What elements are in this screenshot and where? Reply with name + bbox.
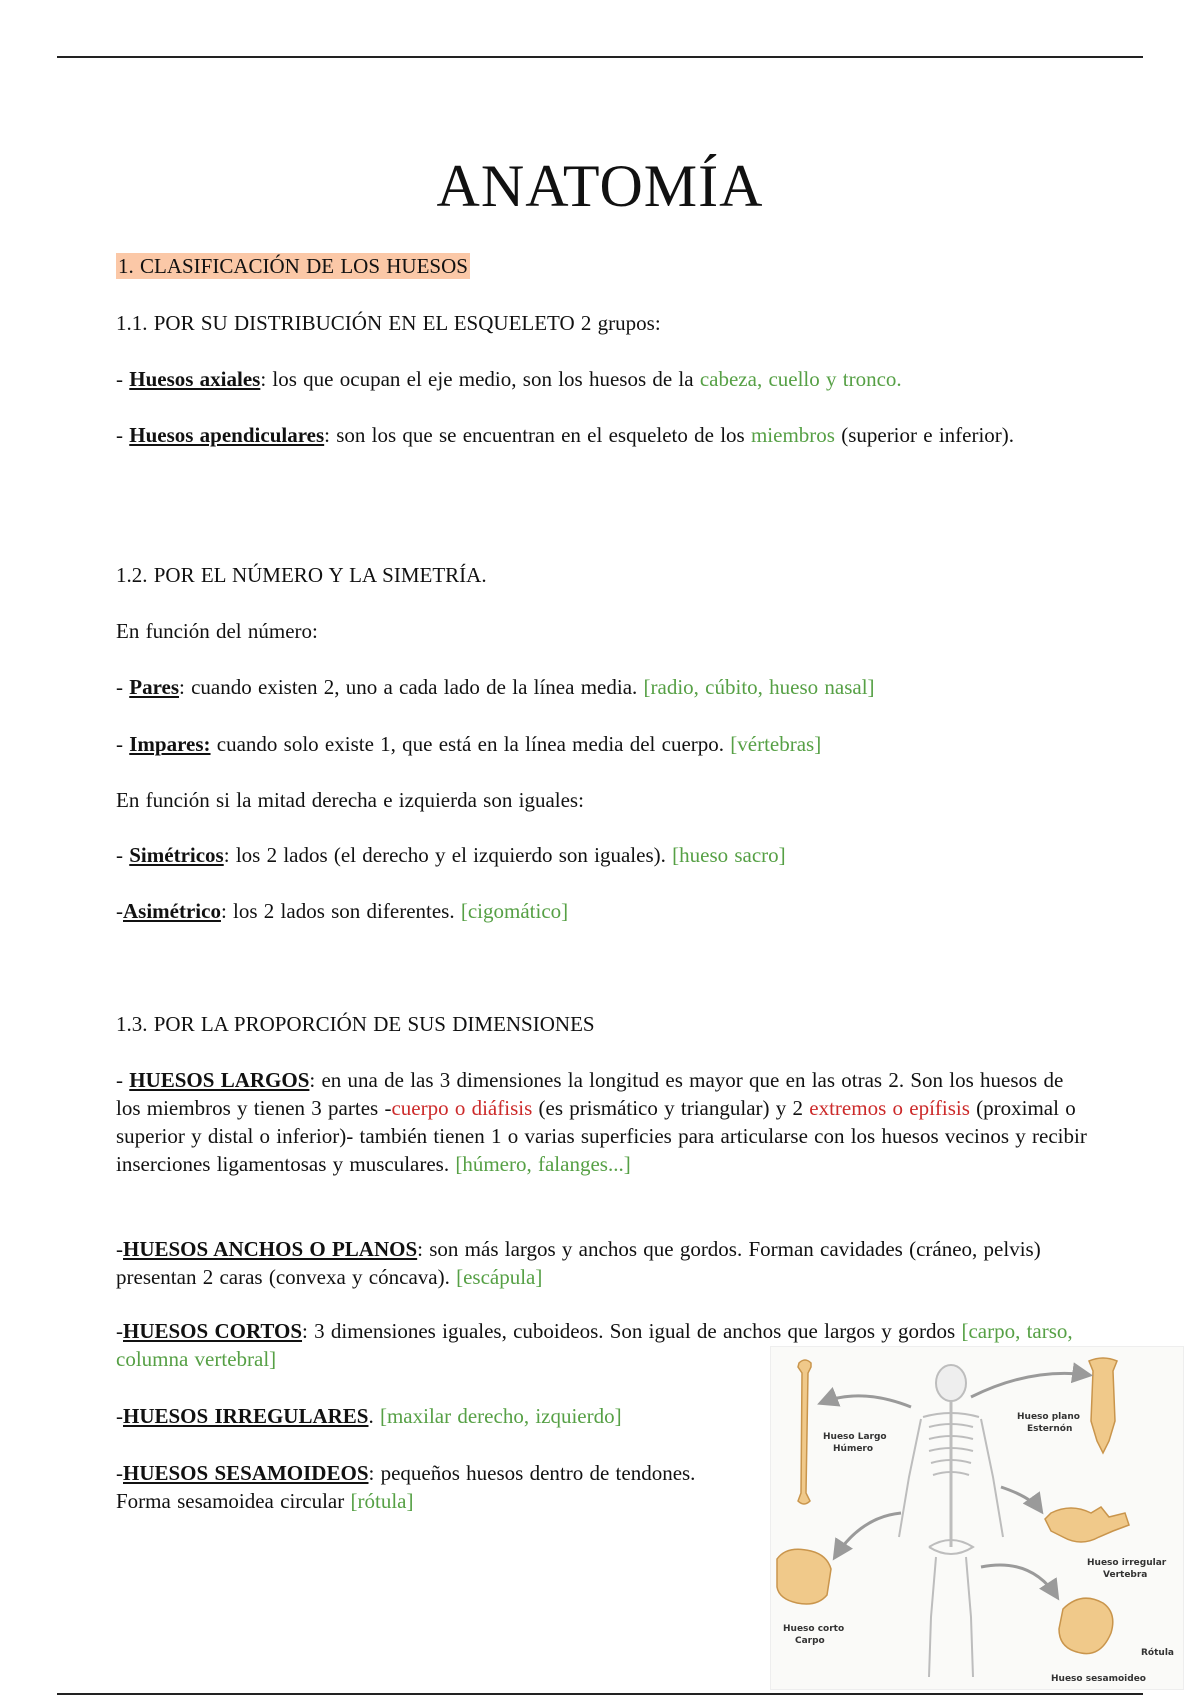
irregular-bones-term: HUESOS IRREGULARES (123, 1404, 369, 1428)
section-1-1-heading: 1.1. POR SU DISTRIBUCIÓN EN EL ESQUELETO 2 grupos: (116, 311, 661, 335)
section-1-2-heading: 1.2. POR EL NÚMERO Y LA SIMETRÍA. (116, 563, 487, 587)
axial-bones-text: : los que ocupan el eje medio, son los huesos de la (260, 367, 700, 391)
sesamoid-bones-term: HUESOS SESAMOIDEOS (123, 1461, 369, 1485)
label-patella: Rótula (1141, 1648, 1174, 1658)
long-bones-examples: [húmero, falanges...] (455, 1152, 631, 1176)
symmetric-bones-text: : los 2 lados (el derecho y el izquierdo son iguales). (223, 843, 673, 867)
dash: - (116, 1404, 123, 1428)
unpaired-bones-text: cuando solo existe 1, que está en la línea media del cuerpo. (210, 732, 731, 756)
appendicular-bones-term: Huesos apendiculares (129, 423, 325, 447)
flat-bones-examples: [escápula] (456, 1265, 543, 1289)
long-bones-epiphysis: extremos o epífisis (809, 1096, 970, 1120)
unpaired-bones-paragraph (116, 730, 1091, 758)
appendicular-bones-examples: miembros (750, 423, 835, 447)
long-bones-paragraph (116, 1066, 1091, 1178)
label-flat-bone: Hueso plano (1017, 1412, 1080, 1422)
sesamoid-bones-text: : pequeños huesos dentro de tendones. (368, 1461, 696, 1485)
long-bones-diaphysis: cuerpo o diáfisis (391, 1096, 533, 1120)
asymmetric-bones-examples: [cigomático] (460, 899, 569, 923)
symmetric-bones-paragraph (116, 841, 1091, 869)
humerus-bone (798, 1360, 811, 1504)
label-irregular-bone: Hueso irregular (1087, 1558, 1167, 1568)
short-bones-term: HUESOS CORTOS (123, 1319, 303, 1343)
appendicular-bones-text: : son los que se encuentran en el esqueleto de los (324, 423, 751, 447)
paired-bones-examples: [radio, cúbito, hueso nasal] (643, 675, 875, 699)
appendicular-bones-text-2: (superior e inferior). (834, 423, 1015, 447)
label-short-bone: Hueso corto (783, 1624, 845, 1634)
flat-bones-term: HUESOS ANCHOS O PLANOS (123, 1237, 418, 1261)
appendicular-bones-paragraph (116, 421, 1091, 449)
flat-bones-text: : son más largos y anchos que gordos. Forman cavidades (cráneo, pelvis) presentan 2 caras (convexa y cóncava). (116, 1237, 1041, 1289)
dash: - (116, 1461, 123, 1485)
dash: - (116, 367, 130, 391)
bone-types-illustration (771, 1347, 1183, 1689)
symmetric-bones-term: Simétricos (129, 843, 224, 867)
sesamoid-bones-text-2: Forma sesamoidea circular (116, 1489, 351, 1513)
label-sesamoid-bone: Hueso sesamoideo (1051, 1674, 1146, 1684)
irregular-bones-text: . (368, 1404, 380, 1428)
patella-bone (1059, 1598, 1113, 1653)
asymmetric-bones-paragraph (116, 897, 1091, 925)
axial-bones-examples: cabeza, cuello y tronco. (699, 367, 902, 391)
label-vertebra: Vertebra (1103, 1570, 1148, 1580)
flat-bones-paragraph (116, 1235, 1091, 1291)
vertebra-bone (1045, 1507, 1129, 1542)
skeleton-figure (899, 1365, 1003, 1677)
sesamoid-bones-paragraph (116, 1459, 766, 1515)
long-bones-text-3: (proximal o superior y distal o inferior)- también tienen 1 o varias superficies para articularse con los huesos vecinos y recibir inserciones ligamentosas y musculares. (116, 1096, 1087, 1176)
irregular-bones-paragraph (116, 1402, 756, 1430)
long-bones-text-2: (es prismático y triangular) y 2 (532, 1096, 810, 1120)
page-title: ANATOMÍA (436, 153, 764, 219)
paired-bones-term: Pares (129, 675, 180, 699)
label-carpus: Carpo (795, 1636, 825, 1646)
dash: - (116, 843, 130, 867)
short-bones-examples: [carpo, tarso, columna vertebral] (116, 1319, 1073, 1371)
dash: - (116, 675, 130, 699)
asymmetric-bones-term: Asimétrico (123, 899, 221, 923)
carpal-bone (777, 1549, 831, 1604)
number-intro: En función del número: (116, 619, 318, 643)
axial-bones-term: Huesos axiales (129, 367, 261, 391)
short-bones-text: : 3 dimensiones iguales, cuboideos. Son igual de anchos que largos y gordos (302, 1319, 962, 1343)
dash: - (116, 732, 130, 756)
top-rule (57, 56, 1143, 58)
section-1-heading-text: 1. CLASIFICACIÓN DE LOS HUESOS (118, 254, 468, 278)
unpaired-bones-examples: [vértebras] (730, 732, 822, 756)
irregular-bones-examples: [maxilar derecho, izquierdo] (379, 1404, 622, 1428)
paired-bones-paragraph (116, 673, 1091, 701)
unpaired-bones-term: Impares: (129, 732, 211, 756)
bone-types-figure (770, 1346, 1184, 1690)
sternum-bone (1089, 1358, 1117, 1453)
label-sternum: Esternón (1027, 1424, 1073, 1434)
long-bones-text-1: : en una de las 3 dimensiones la longitud es mayor que en las otras 2. Son los huesos de los miembros y tienen 3 partes - (116, 1068, 1064, 1120)
label-humerus: Húmero (833, 1444, 874, 1454)
bottom-rule (57, 1693, 1143, 1695)
asymmetric-bones-text: : los 2 lados son diferentes. (220, 899, 461, 923)
section-1-heading (116, 252, 1091, 280)
dash: - (116, 423, 130, 447)
axial-bones-paragraph (116, 365, 1091, 393)
dash: - (116, 1068, 130, 1092)
dash: - (116, 899, 123, 923)
symmetry-intro: En función si la mitad derecha e izquierda son iguales: (116, 788, 584, 812)
dash: - (116, 1319, 123, 1343)
symmetric-bones-examples: [hueso sacro] (672, 843, 786, 867)
long-bones-term: HUESOS LARGOS (129, 1068, 310, 1092)
sesamoid-bones-examples: [rótula] (350, 1489, 414, 1513)
section-1-3-heading: 1.3. POR LA PROPORCIÓN DE SUS DIMENSIONES (116, 1012, 595, 1036)
label-long-bone: Hueso Largo (823, 1432, 887, 1442)
figure-arrows (821, 1373, 1089, 1597)
paired-bones-text: : cuando existen 2, uno a cada lado de la línea media. (179, 675, 644, 699)
dash: - (116, 1237, 123, 1261)
